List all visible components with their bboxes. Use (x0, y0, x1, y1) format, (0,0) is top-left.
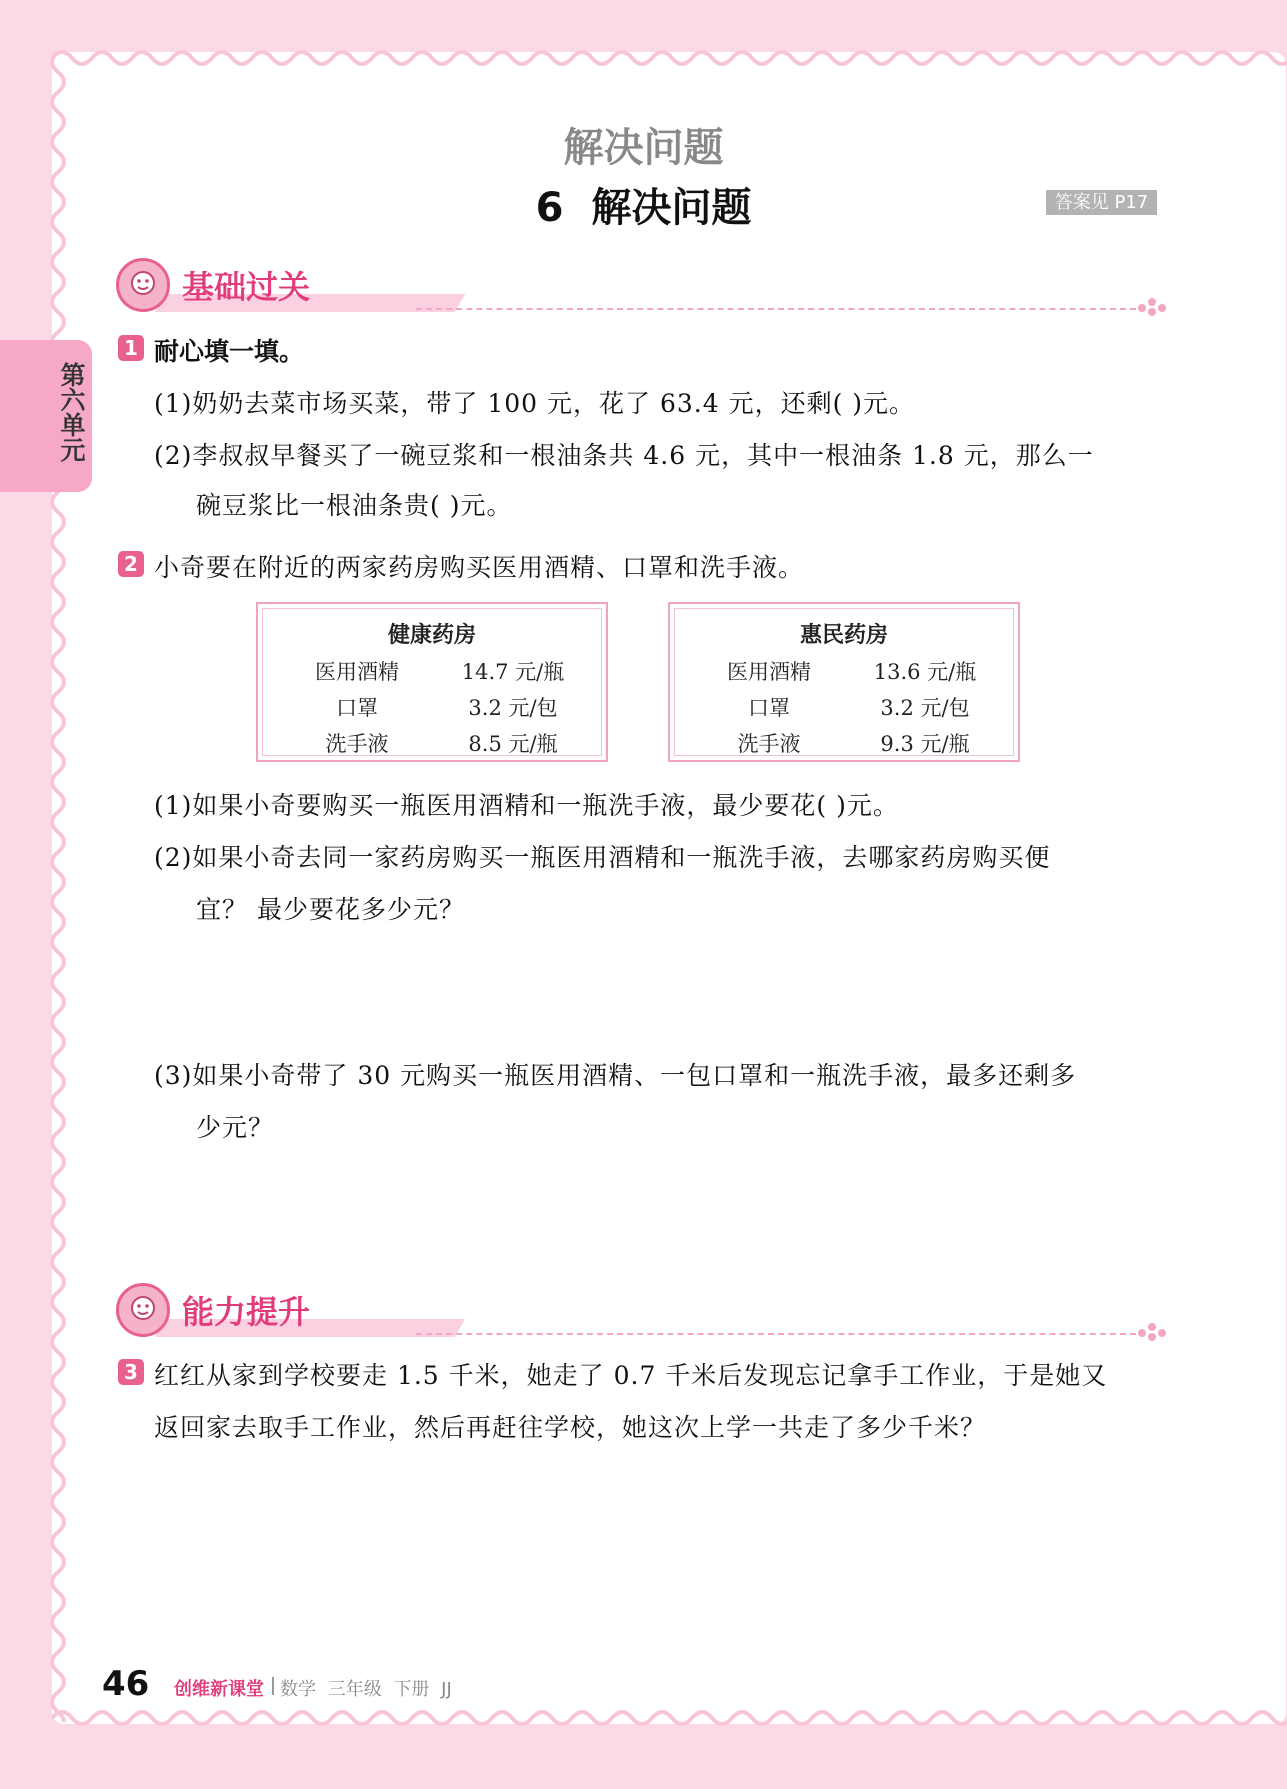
pharmacy-name: 健康药房 (387, 623, 476, 648)
question-1-part-2-cont: 碗豆浆比一根油条贵( )元。 (196, 491, 513, 520)
question-1-part-1: (1)奶奶去菜市场买菜，带了 100 元，花了 63.4 元，还剩( )元。 (154, 389, 916, 418)
section-basic-header (116, 258, 1161, 318)
product-name: 医用酒精 (727, 660, 811, 684)
product-name: 医用酒精 (315, 660, 399, 684)
question-2-part-2-cont: 宜？ 最少要花多少元？ (196, 895, 465, 924)
price-row (670, 692, 1018, 728)
page-title: 解决问题 (563, 125, 724, 171)
product-price: 13.6 元/瓶 (873, 660, 977, 684)
pharmacy-price-card (668, 602, 1020, 762)
question-number: 1 (118, 335, 144, 361)
decorative-dots-icon (1138, 298, 1168, 318)
question-1-part-2: (2)李叔叔早餐买了一碗豆浆和一根油条共 4.6 元，其中一根油条 1.8 元，那么一 (154, 441, 1094, 470)
product-price: 3.2 元/包 (468, 696, 558, 720)
unit-tab (0, 340, 92, 492)
section-basic-label: 基础过关 (182, 268, 311, 306)
decorative-dots-icon (1138, 1323, 1168, 1343)
page-number: 46 (102, 1664, 150, 1704)
question-2-part-3: (3)如果小奇带了 30 元购买一瓶医用酒精、一包口罩和一瓶洗手液，最多还剩多 (154, 1061, 1077, 1090)
pharmacy-price-card (256, 602, 608, 762)
wavy-border-left (46, 52, 70, 1722)
brand-name: 创维新课堂 (174, 1679, 264, 1700)
pharmacy-name: 惠民药房 (799, 623, 888, 648)
price-row (670, 728, 1018, 764)
lesson-title: 6 解决问题 (535, 185, 752, 231)
product-name: 洗手液 (325, 732, 389, 756)
product-name: 口罩 (336, 696, 378, 720)
unit-tab-label: 第六单元 (57, 362, 86, 462)
price-row (258, 728, 606, 764)
question-title: 耐心填一填。 (154, 337, 305, 366)
product-price: 3.2 元/包 (880, 696, 970, 720)
price-row (258, 692, 606, 728)
footer-separator (272, 1677, 274, 1695)
question-2-stem: 小奇要在附近的两家药房购买医用酒精、口罩和洗手液。 (154, 553, 805, 582)
question-2-part-1: (1)如果小奇要购买一瓶医用酒精和一瓶洗手液，最少要花( )元。 (154, 791, 899, 820)
question-2-part-3-cont: 少元？ (196, 1113, 275, 1142)
mascot-icon (116, 1283, 170, 1337)
mascot-icon (116, 258, 170, 312)
product-name: 洗手液 (737, 732, 801, 756)
product-price: 8.5 元/瓶 (468, 732, 558, 756)
section-advanced-header (116, 1283, 1161, 1343)
question-3-line-1: 红红从家到学校要走 1.5 千米，她走了 0.7 千米后发现忘记拿手工作业，于是她又 (154, 1361, 1108, 1390)
book-info: 数学 三年级 下册 JJ (280, 1679, 452, 1700)
question-3-line-2: 返回家去取手工作业，然后再赶往学校，她这次上学一共走了多少千米？ (154, 1413, 987, 1442)
question-2-part-2: (2)如果小奇去同一家药房购买一瓶医用酒精和一瓶洗手液，去哪家药房购买便 (154, 843, 1051, 872)
question-number: 3 (118, 1359, 144, 1385)
section-divider (416, 308, 1136, 310)
wavy-border-top (52, 46, 1287, 70)
product-price: 14.7 元/瓶 (461, 660, 565, 684)
section-advanced-label: 能力提升 (182, 1293, 311, 1331)
product-price: 9.3 元/瓶 (880, 732, 970, 756)
answer-reference-badge: 答案见 P17 (1046, 190, 1157, 215)
question-number: 2 (118, 551, 144, 577)
wavy-border-bottom (52, 1706, 1287, 1730)
price-row (670, 656, 1018, 692)
section-divider (416, 1333, 1136, 1335)
price-row (258, 656, 606, 692)
product-name: 口罩 (748, 696, 790, 720)
